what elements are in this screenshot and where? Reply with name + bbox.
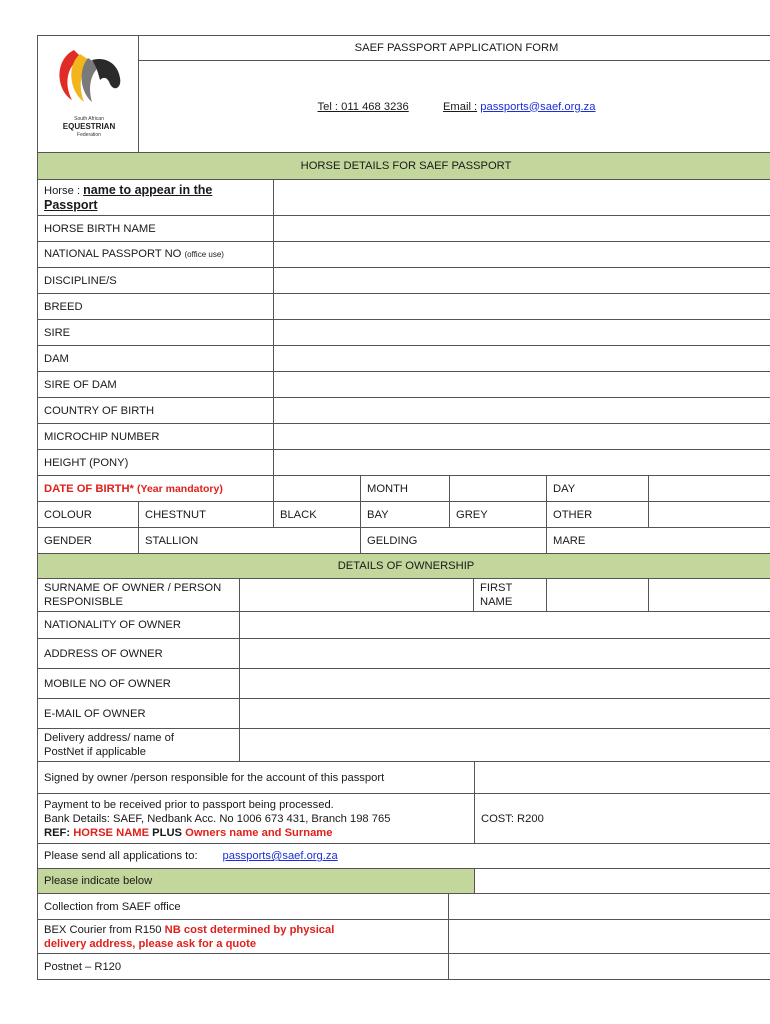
cost-value: COST: R200 bbox=[475, 794, 770, 844]
colour-option-grey[interactable]: GREY bbox=[450, 502, 547, 528]
horse-birth-name-field[interactable] bbox=[274, 216, 770, 242]
microchip-label: MICROCHIP NUMBER bbox=[38, 424, 274, 450]
height-field[interactable] bbox=[274, 450, 770, 476]
nationality-field[interactable] bbox=[240, 612, 770, 639]
collection-label: Collection from SAEF office bbox=[38, 894, 449, 920]
email-label: Email : bbox=[442, 100, 478, 113]
postnet-label: Postnet – R120 bbox=[38, 954, 449, 980]
dob-year-field[interactable] bbox=[274, 476, 361, 502]
passport-form bbox=[37, 35, 770, 980]
address-field[interactable] bbox=[240, 639, 770, 669]
discipline-field[interactable] bbox=[274, 268, 770, 294]
contact-info bbox=[139, 61, 770, 153]
horse-name-label: Horse : name to appear in the Passport bbox=[38, 180, 274, 216]
horse-section-heading: HORSE DETAILS FOR SAEF PASSPORT bbox=[38, 153, 770, 180]
sire-field[interactable] bbox=[274, 320, 770, 346]
address-label: ADDRESS OF OWNER bbox=[38, 639, 240, 669]
colour-option-chestnut[interactable]: CHESTNUT bbox=[139, 502, 274, 528]
email-link[interactable]: passports@saef.org.za bbox=[480, 100, 596, 113]
horse-name-field[interactable] bbox=[274, 180, 770, 216]
tel-text: Tel : 011 468 3236 bbox=[317, 100, 409, 113]
colour-option-black[interactable]: BLACK bbox=[274, 502, 361, 528]
national-passport-field[interactable] bbox=[274, 242, 770, 268]
dam-label: DAM bbox=[38, 346, 274, 372]
collection-select[interactable] bbox=[449, 894, 770, 920]
microchip-field[interactable] bbox=[274, 424, 770, 450]
colour-option-other[interactable]: OTHER bbox=[547, 502, 649, 528]
form-header bbox=[37, 35, 770, 153]
payment-table bbox=[37, 761, 770, 980]
height-label: HEIGHT (PONY) bbox=[38, 450, 274, 476]
country-of-birth-label: COUNTRY OF BIRTH bbox=[38, 398, 274, 424]
signed-label: Signed by owner /person responsible for the account of this passport bbox=[38, 762, 475, 794]
dam-field[interactable] bbox=[274, 346, 770, 372]
sire-label: SIRE bbox=[38, 320, 274, 346]
ownership-table bbox=[37, 553, 770, 762]
delivery-label: Delivery address/ name of PostNet if applicable bbox=[38, 729, 240, 762]
logo-line1: South African bbox=[74, 116, 104, 122]
surname-field[interactable] bbox=[240, 579, 474, 612]
postnet-select[interactable] bbox=[449, 954, 770, 980]
horse-head-logo-icon bbox=[44, 40, 134, 144]
gender-option-stallion[interactable]: STALLION bbox=[139, 528, 361, 554]
indicate-blank bbox=[475, 869, 770, 894]
discipline-label: DISCIPLINE/S bbox=[38, 268, 274, 294]
breed-label: BREED bbox=[38, 294, 274, 320]
send-applications: Please send all applications to: passports@saef.org.za bbox=[38, 844, 770, 869]
signature-field[interactable] bbox=[475, 762, 770, 794]
gender-option-mare[interactable]: MARE bbox=[547, 528, 770, 554]
bex-courier-label: BEX Courier from R150 NB cost determined by physical delivery address, please ask for a quote bbox=[38, 920, 449, 954]
horse-details-table bbox=[37, 152, 770, 554]
indicate-heading: Please indicate below bbox=[38, 869, 475, 894]
surname-label: SURNAME OF OWNER / PERSON RESPONISBLE bbox=[38, 579, 240, 612]
colour-option-bay[interactable]: BAY bbox=[361, 502, 450, 528]
mobile-field[interactable] bbox=[240, 669, 770, 699]
national-passport-label: NATIONAL PASSPORT NO (office use) bbox=[38, 242, 274, 268]
colour-other-field[interactable] bbox=[649, 502, 770, 528]
gender-option-gelding[interactable]: GELDING bbox=[361, 528, 547, 554]
owner-email-label: E-MAIL OF OWNER bbox=[38, 699, 240, 729]
breed-field[interactable] bbox=[274, 294, 770, 320]
mobile-label: MOBILE NO OF OWNER bbox=[38, 669, 240, 699]
first-name-field[interactable] bbox=[547, 579, 649, 612]
horse-birth-name-label: HORSE BIRTH NAME bbox=[38, 216, 274, 242]
day-field[interactable] bbox=[649, 476, 770, 502]
logo-line2: EQUESTRIAN bbox=[62, 122, 116, 131]
nationality-label: NATIONALITY OF OWNER bbox=[38, 612, 240, 639]
day-label: DAY bbox=[547, 476, 649, 502]
month-field[interactable] bbox=[450, 476, 547, 502]
delivery-field[interactable] bbox=[240, 729, 770, 762]
form-title: SAEF PASSPORT APPLICATION FORM bbox=[139, 36, 770, 61]
colour-label: COLOUR bbox=[38, 502, 139, 528]
bex-courier-select[interactable] bbox=[449, 920, 770, 954]
first-name-field-extra[interactable] bbox=[649, 579, 770, 612]
dob-label: DATE OF BIRTH* (Year mandatory) bbox=[38, 476, 274, 502]
sire-of-dam-label: SIRE OF DAM bbox=[38, 372, 274, 398]
sire-of-dam-field[interactable] bbox=[274, 372, 770, 398]
saef-logo bbox=[38, 36, 139, 153]
first-name-label: FIRST NAME bbox=[474, 579, 547, 612]
logo-line3: Federation bbox=[77, 132, 101, 138]
payment-info: Payment to be received prior to passport being processed. Bank Details: SAEF, Nedbank Acc. No 1006 673 431, Branch 198 765 REF: HORSE NAME PLUS Owners name and Surname bbox=[38, 794, 475, 844]
owner-email-field[interactable] bbox=[240, 699, 770, 729]
ownership-heading: DETAILS OF OWNERSHIP bbox=[38, 554, 770, 579]
gender-label: GENDER bbox=[38, 528, 139, 554]
month-label: MONTH bbox=[361, 476, 450, 502]
country-of-birth-field[interactable] bbox=[274, 398, 770, 424]
send-email-link[interactable]: passports@saef.org.za bbox=[222, 850, 338, 862]
